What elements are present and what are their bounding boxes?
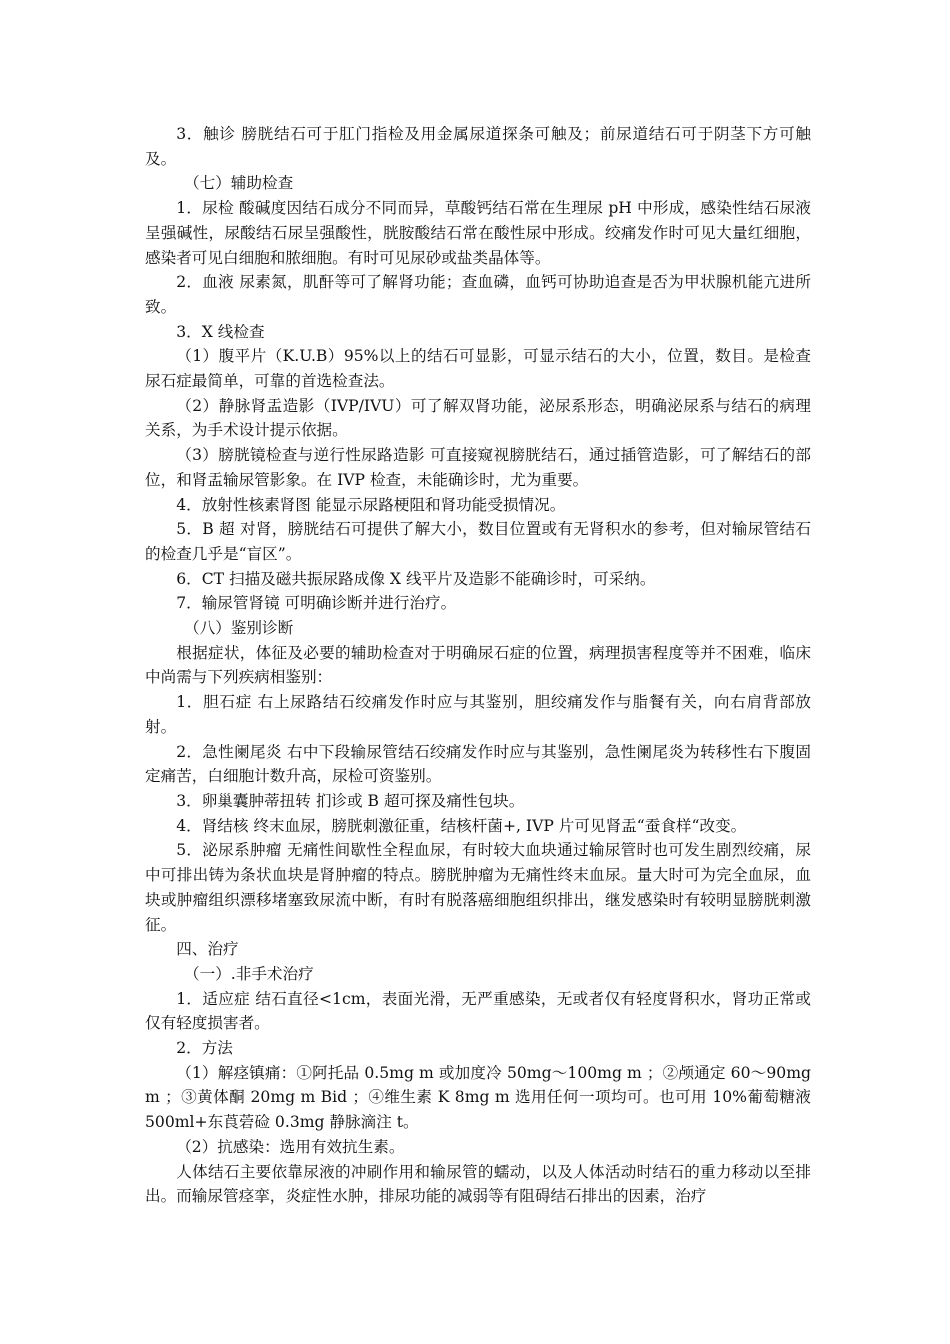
paragraph-analgesia: （1）解痉镇痛：①阿托品 0.5mg m 或加度冷 50mg～100mg m ；②颅通定 60～90mg m ；③黄体酮 20mg m Bid ；④维生素 K 8mg m 选用任何一项均可。也可用 10%葡萄糖液 500ml+东莨菪硷 0.3mg 静脉滴注 t。	[145, 1063, 811, 1132]
paragraph-urinalysis: 1．尿检 酸碱度因结石成分不同而异，草酸钙结石常在生理尿 pH 中形成，感染性结石尿液呈强碱性，尿酸结石尿呈强酸性，胱胺酸结石常在酸性尿中形成。绞痛发作时可见大量红细胞，感染者可见白细胞和脓细胞。有时可见尿砂或盐类晶体等。	[145, 199, 811, 267]
section-heading-auxiliary-exams: （七）辅助检查	[184, 174, 294, 193]
paragraph-renal-tuberculosis: 4．肾结核 终末血尿，膀胱刺激征重，结核杆菌+, IVP 片可见肾盂“蚕食样“改变。	[176, 816, 747, 835]
paragraph-cystoscopy: （3）膀胱镜检查与逆行性尿路造影 可直接窥视膀胱结石，通过插管造影，可了解结石的部位，和肾盂输尿管影象。在 IVP 检查，未能确诊时，尤为重要。	[145, 446, 811, 489]
paragraph-ureteroscopy: 7．输尿管肾镜 可明确诊断并进行治疗。	[176, 594, 457, 613]
paragraph-xray-heading: 3．X 线检查	[176, 322, 265, 341]
paragraph-cholelithiasis: 1．胆石症 右上尿路结石绞痛发作时应与其鉴别，胆绞痛发作与脂餐有关，向右肩背部放射。	[145, 693, 811, 736]
paragraph-palpation: 3．触诊 膀胱结石可于肛门指检及用金属尿道探条可触及；前尿道结石可于阴茎下方可触及。	[145, 125, 811, 168]
paragraph-ovarian-torsion: 3．卵巢囊肿蒂扭转 扪诊或 B 超可探及痛性包块。	[176, 791, 525, 810]
document-body	[145, 122, 811, 1209]
section-heading-differential-diagnosis: （八）鉴别诊断	[184, 619, 294, 638]
paragraph-stone-passage: 人体结石主要依靠尿液的冲刷作用和输尿管的蠕动，以及人体活动时结石的重力移动以至排出。而输尿管痉挛，炎症性水肿，排尿功能的减弱等有阻碍结石排出的因素，治疗	[145, 1162, 811, 1206]
paragraph-differential-intro: 根据症状，体征及必要的辅助检查对于明确尿石症的位置，病理损害程度等并不困难，临床中尚需与下列疾病相鉴别：	[145, 643, 811, 687]
paragraph-renogram: 4．放射性核素肾图 能显示尿路梗阻和肾功能受损情况。	[176, 495, 566, 514]
paragraph-methods-heading: 2．方法	[176, 1039, 233, 1058]
paragraph-urinary-tumor: 5．泌尿系肿瘤 无痛性间歇性全程血尿，有时较大血块通过输尿管时也可发生剧烈绞痛，尿中可排出铸为条状血块是肾肿瘤的特点。膀胱肿瘤为无痛性终末血尿。量大时可为完全血尿，血块或肿瘤组织漂移堵塞致尿流中断，有时有脱落癌细胞组织排出，继发感染时有较明显膀胱刺激征。	[145, 841, 811, 934]
paragraph-blood-test: 2．血液 尿素氮，肌酐等可了解肾功能；查血磷，血钙可协助追查是否为甲状腺机能亢进所致。	[145, 273, 811, 316]
section-heading-treatment: 四、治疗	[176, 940, 239, 959]
paragraph-kub: （1）腹平片（K.U.B）95%以上的结石可显影，可显示结石的大小，位置，数目。是检查尿石症最简单，可靠的首选检查法。	[145, 347, 811, 391]
paragraph-ct-mru: 6．CT 扫描及磁共振尿路成像 X 线平片及造影不能确诊时，可采纳。	[176, 569, 656, 588]
paragraph-indications: 1．适应症 结石直径<1cm，表面光滑，无严重感染，无或者仅有轻度肾积水，肾功正常或仅有轻度损害者。	[145, 989, 811, 1033]
paragraph-ultrasound: 5．B 超 对肾，膀胱结石可提供了解大小，数目位置或有无肾积水的参考，但对输尿管结石的检查几乎是“盲区”。	[145, 520, 811, 563]
paragraph-anti-infection: （2）抗感染：选用有效抗生素。	[176, 1137, 405, 1156]
paragraph-appendicitis: 2．急性阑尾炎 右中下段输尿管结石绞痛发作时应与其鉴别，急性阑尾炎为转移性右下腹固定痛苦，白细胞计数升高，尿检可资鉴别。	[145, 742, 811, 786]
subsection-heading-nonsurgical: （一）.非手术治疗	[184, 964, 314, 983]
paragraph-ivp: （2）静脉肾盂造影（IVP/IVU）可了解双肾功能，泌尿系形态，明确泌尿系与结石的病理关系，为手术设计提示依据。	[145, 396, 811, 440]
